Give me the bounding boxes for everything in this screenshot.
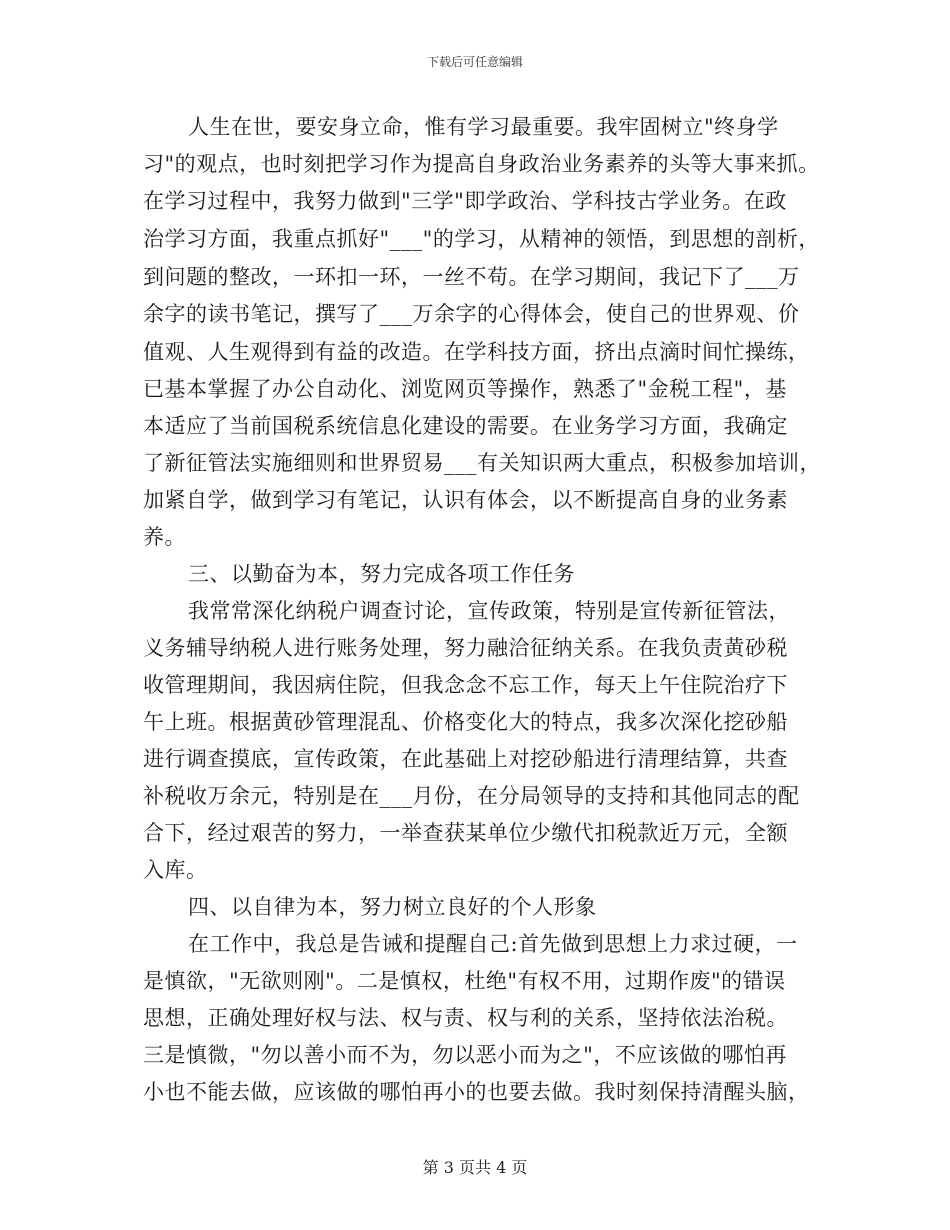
- paragraph-line: 在学习过程中，我努力做到"三学"即学政治、学科技古学业务。在政: [143, 189, 787, 213]
- paragraph-line: 值观、人生观得到有益的改造。在学科技方面，挤出点滴时间忙操练，: [143, 340, 810, 364]
- section-heading: 四、以自律为本，努力树立良好的个人形象: [188, 895, 597, 919]
- paragraph-line: 小也不能去做，应该做的哪怕再小的也要去做。我时刻保持清醒头脑，: [143, 1080, 810, 1104]
- paragraph-line: 已基本掌握了办公自动化、浏览网页等操作，熟悉了"金税工程"，基: [143, 377, 787, 401]
- paragraph-line: 在工作中，我总是告诫和提醒自己:首先做到思想上力求过硬，一: [188, 932, 798, 956]
- paragraph-line: 义务辅导纳税人进行账务处理，努力融洽征纳关系。在我负责黄砂税: [143, 636, 788, 660]
- paragraph-line: 三是慎微，"勿以善小而不为，勿以恶小而为之"，不应该做的哪怕再: [143, 1043, 787, 1067]
- paragraph-line: 治学习方面，我重点抓好"___"的学习，从精神的领悟，到思想的剖析，: [143, 227, 820, 251]
- paragraph-line: 人生在世，要安身立命，惟有学习最重要。我牢固树立"终身学: [188, 115, 779, 139]
- paragraph-line: 入库。: [143, 858, 208, 882]
- paragraph-line: 收管理期间，我因病住院，但我念念不忘工作，每天上午住院治疗下: [143, 673, 788, 697]
- paragraph-line: 我常常深化纳税户调查讨论，宣传政策，特别是宣传新征管法，: [188, 599, 790, 623]
- paragraph-line: 进行调查摸底，宣传政策，在此基础上对挖砂船进行清理结算，共查: [143, 747, 788, 771]
- paragraph-line: 到问题的整改，一环扣一环，一丝不苟。在学习期间，我记下了___万: [143, 265, 800, 289]
- paragraph-line: 补税收万余元，特别是在___月份，在分局领导的支持和其他同志的配: [143, 784, 800, 808]
- paragraph-line: 是慎欲，"无欲则刚"。二是慎权，杜绝"有权不用，过期作废"的错误: [143, 969, 786, 993]
- paragraph-line: 习"的观点，也时刻把学习作为提高自身政治业务素养的头等大事来抓。: [143, 152, 820, 176]
- paragraph-line: 本适应了当前国税系统信息化建设的需要。在业务学习方面，我确定: [143, 414, 788, 438]
- page-footer: 第 3 页共 4 页: [422, 1158, 528, 1177]
- paragraph-line: 合下，经过艰苦的努力，一举查获某单位少缴代扣税款近万元，全额: [143, 821, 788, 845]
- paragraph-line: 思想，正确处理好权与法、权与责、权与利的关系，坚持依法治税。: [143, 1006, 788, 1030]
- paragraph-line: 余字的读书笔记，撰写了___万余字的心得体会，使自己的世界观、价: [143, 302, 800, 326]
- section-heading: 三、以勤奋为本，努力完成各项工作任务: [188, 562, 575, 586]
- paragraph-line: 加紧自学，做到学习有笔记，认识有体会，以不断提高自身的业务素: [143, 488, 788, 512]
- paragraph-line: 养。: [143, 525, 186, 549]
- paragraph-line: 午上班。根据黄砂管理混乱、价格变化大的特点，我多次深化挖砂船: [143, 710, 788, 734]
- paragraph-line: 了新征管法实施细则和世界贸易___有关知识两大重点，积极参加培训，: [143, 451, 821, 475]
- page-header: 下载后可任意编辑: [426, 55, 523, 69]
